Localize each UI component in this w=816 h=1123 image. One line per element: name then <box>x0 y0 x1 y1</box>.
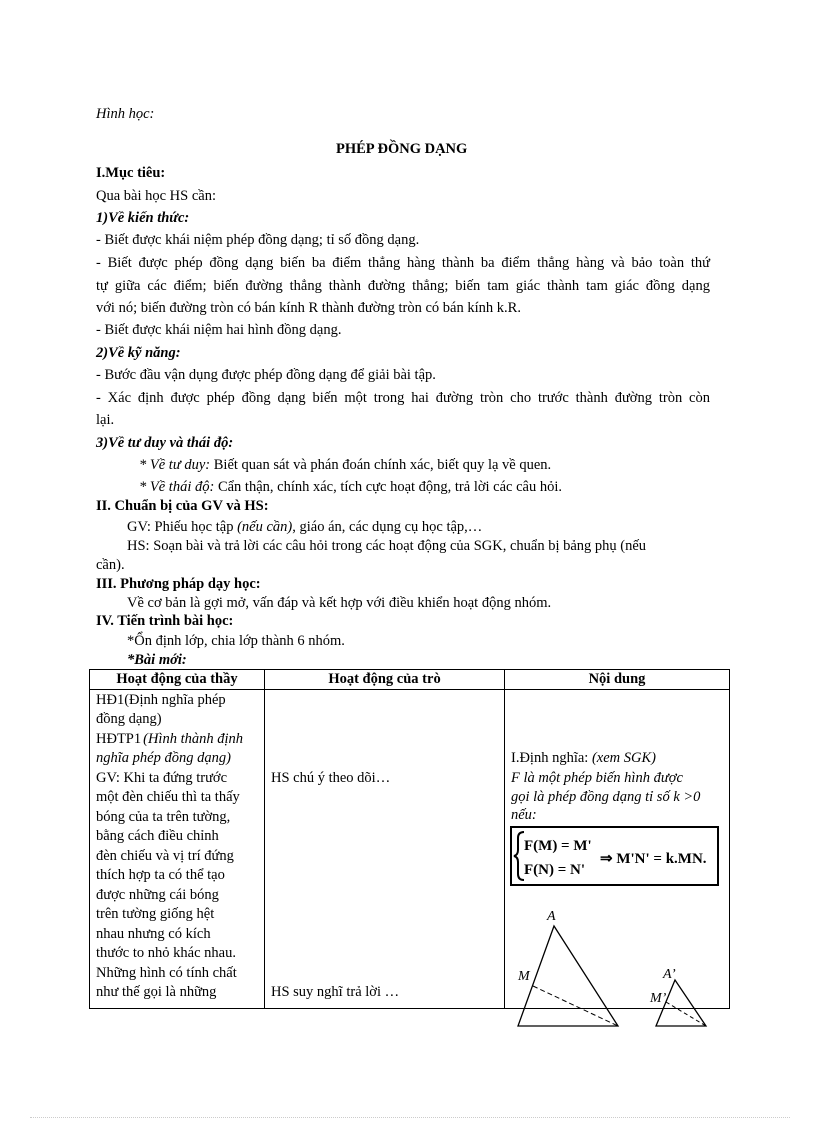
label-a-prime: A’ <box>663 967 676 982</box>
subject-label: Hình học: <box>96 106 155 122</box>
teacher-line: trên tường giống hệt <box>96 906 215 922</box>
teacher-prep-rest: , giáo án, các dụng cụ học tập,… <box>292 519 483 535</box>
page-title: PHÉP ĐỒNG DẠNG <box>336 141 468 157</box>
teacher-prep-note: (nếu cần) <box>237 519 293 535</box>
preparation-heading: II. Chuẩn bị của GV và HS: <box>96 498 269 514</box>
process-heading: IV. Tiến trình bài học: <box>96 613 234 629</box>
student-line: HS suy nghĩ trả lời … <box>271 984 400 1000</box>
thinking-item <box>139 456 551 474</box>
definition-text: gọi là phép đồng dạng tỉ số k >0 <box>511 789 701 805</box>
methods-text: Về cơ bản là gợi mở, vấn đáp và kết hợp với điều khiển hoạt động nhóm. <box>127 595 552 611</box>
student-line: HS chú ý theo dõi… <box>271 770 391 786</box>
student-activity-cell <box>265 690 505 1009</box>
definition-line <box>511 749 656 768</box>
teacher-line: bóng của ta trên tường, <box>96 809 231 825</box>
content-column-header: Nội dung <box>505 670 730 690</box>
teacher-line-part: (Hình thành định <box>143 731 244 747</box>
methods-heading: III. Phương pháp dạy học: <box>96 576 261 592</box>
student-preparation-line-2: cần). <box>96 557 125 573</box>
label-m: M <box>518 969 530 984</box>
skills-heading: 2)Về kỹ năng: <box>96 345 181 361</box>
teacher-line: đồng dạng) <box>96 711 162 727</box>
similarity-formula-box <box>510 826 719 886</box>
teacher-line: như thế gọi là những <box>96 984 217 1000</box>
skills-item-1: - Bước đầu vận dụng được phép đồng dạng để giải bài tập. <box>96 367 436 383</box>
knowledge-heading: 1)Về kiến thức: <box>96 210 190 226</box>
definition-label: I.Định nghĩa: <box>511 750 592 766</box>
knowledge-item-2-line-3: với nó; biến đường tròn có bán kính R thành đường tròn có bán kính k.R. <box>96 300 521 316</box>
teacher-activity-cell <box>90 690 265 1009</box>
page-bottom-border <box>30 1117 790 1118</box>
skills-item-2-line-1: - Xác định được phép đồng dạng biến một trong hai đường tròn cho trước thành đường tròn còn <box>96 390 710 406</box>
teacher-line <box>96 730 243 749</box>
teacher-line: thích hợp ta có thể tạo <box>96 867 225 883</box>
knowledge-item-3: - Biết được khái niệm hai hình đồng dạng. <box>96 322 342 338</box>
formula-line-1: F(M) = M' <box>524 838 592 854</box>
thinking-text: Biết quan sát và phán đoán chính xác, biết quy lạ về quen. <box>210 457 552 473</box>
teacher-line-part: HĐTP1 <box>96 731 142 747</box>
attitude-label: * Về thái độ: <box>139 479 215 495</box>
attitude-heading: 3)Về tư duy và thái độ: <box>96 435 234 451</box>
process-item-2: *Bài mới: <box>127 652 187 668</box>
knowledge-item-1: - Biết được khái niệm phép đồng dạng; tỉ số đồng dạng. <box>96 232 420 248</box>
thinking-label: * Về tư duy: <box>139 457 211 473</box>
teacher-line: thước to nhỏ khác nhau. <box>96 945 236 961</box>
teacher-line: một đèn chiếu thì ta thấy <box>96 789 240 805</box>
attitude-item <box>139 478 562 496</box>
teacher-line: GV: Khi ta đứng trước <box>96 770 228 786</box>
large-triangle <box>518 926 618 1026</box>
teacher-line: bằng cách điều chỉnh <box>96 828 219 844</box>
teacher-line: HĐ1(Định nghĩa phép <box>96 692 226 708</box>
table-header-row <box>90 670 730 690</box>
formula-line-2: F(N) = N' <box>524 862 586 878</box>
knowledge-item-2-line-2: tự giữa các điểm; biến đường thẳng thành đường thẳng; biến tam giác thành tam giác đồng dạng <box>96 278 710 294</box>
label-m-prime: M’ <box>650 991 667 1006</box>
teacher-line: nhau nhưng có kích <box>96 926 211 942</box>
formula-result: ⇒ M'N' = k.MN. <box>600 851 707 867</box>
attitude-text: Cẩn thận, chính xác, tích cực hoạt động, trả lời các câu hỏi. <box>214 479 563 495</box>
teacher-preparation <box>127 518 482 536</box>
left-brace <box>514 832 524 880</box>
objectives-heading: I.Mục tiêu: <box>96 165 166 181</box>
definition-text: nếu: <box>511 807 537 823</box>
objectives-intro: Qua bài học HS cần: <box>96 188 216 204</box>
formula-graphic <box>512 828 717 884</box>
teacher-line: nghĩa phép đồng dạng) <box>96 750 231 766</box>
definition-reference: (xem SGK) <box>591 750 656 766</box>
teacher-line: được những cái bóng <box>96 887 219 903</box>
knowledge-item-2-line-1: - Biết được phép đồng dạng biến ba điểm thẳng hàng thành ba điểm thẳng hàng và bảo toàn thứ <box>96 255 710 271</box>
teacher-column-header: Hoạt động của thầy <box>90 670 265 690</box>
teacher-line: Những hình có tính chất <box>96 965 237 981</box>
label-a: A <box>547 909 556 924</box>
student-preparation-line-1: HS: Soạn bài và trả lời các câu hỏi trong các hoạt động của SGK, chuẩn bị bảng phụ (nếu <box>127 538 647 554</box>
teacher-line: đèn chiếu và vị trí đứng <box>96 848 234 864</box>
teacher-prep-text: GV: Phiếu học tập <box>127 519 238 535</box>
process-item-1: *Ổn định lớp, chia lớp thành 6 nhóm. <box>127 633 345 649</box>
small-triangle-median <box>666 1002 706 1026</box>
similar-triangles-figure <box>510 900 720 1030</box>
student-column-header: Hoạt động của trò <box>265 670 505 690</box>
skills-item-2-line-2: lại. <box>96 412 115 428</box>
definition-text: F là một phép biến hình được <box>511 770 683 786</box>
